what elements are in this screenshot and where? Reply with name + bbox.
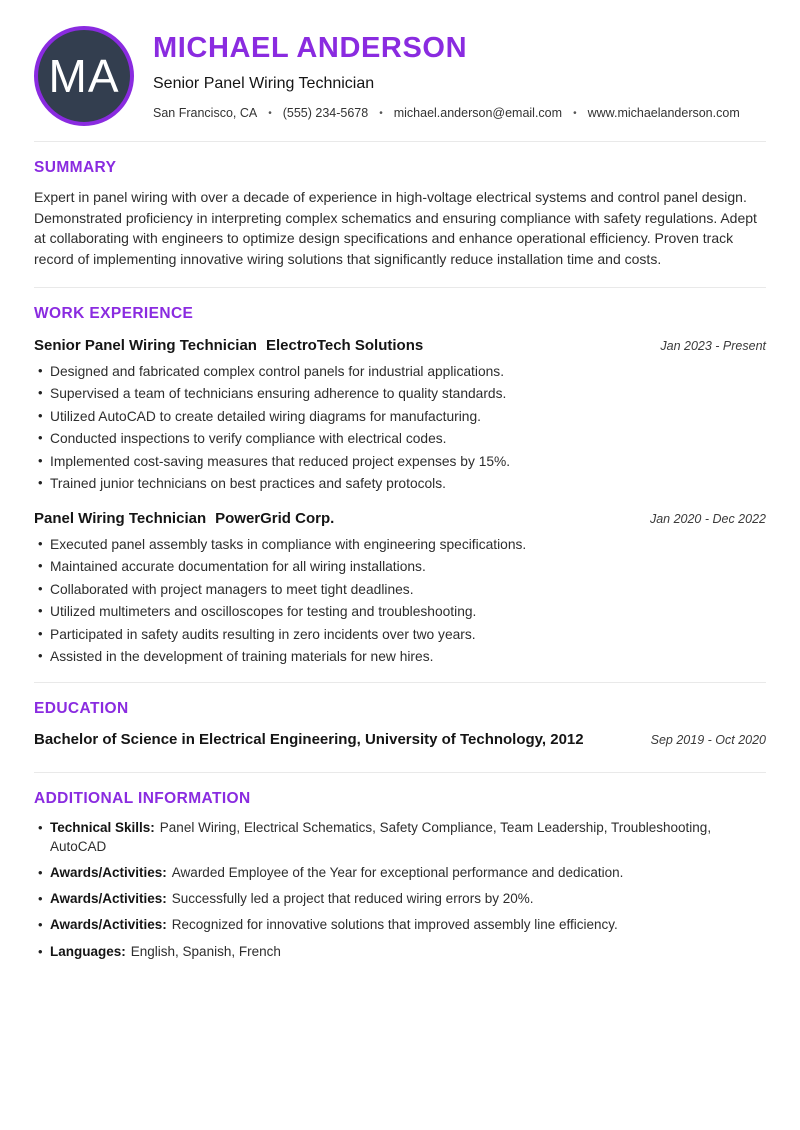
job-bullet-text: Maintained accurate documentation for all wiring installations. bbox=[50, 559, 426, 575]
bullet-dot: • bbox=[38, 407, 43, 423]
job-bullet-text: Utilized multimeters and oscilloscopes for testing and troubleshooting. bbox=[50, 604, 477, 620]
bullet-dot: • bbox=[38, 943, 43, 959]
additional-item-value: Successfully led a project that reduced wiring errors by 20%. bbox=[171, 891, 534, 907]
bullet-dot: • bbox=[38, 917, 43, 933]
contact-item bbox=[153, 106, 257, 120]
job-bullet bbox=[34, 626, 766, 644]
job-bullet-list bbox=[34, 363, 766, 493]
contact-value: San Francisco, CA bbox=[153, 106, 258, 120]
job-dates: Jan 2023 - Present bbox=[660, 338, 766, 353]
job-header bbox=[34, 337, 766, 354]
additional-item-label: Awards/Activities: bbox=[50, 891, 167, 907]
job-bullet bbox=[34, 536, 766, 554]
job-bullet-text: Trained junior technicians on best practices and safety protocols. bbox=[50, 475, 446, 491]
additional-item-label: Technical Skills: bbox=[50, 820, 155, 836]
additional-item bbox=[34, 819, 766, 855]
bullet-dot: • bbox=[38, 474, 43, 490]
resume-header bbox=[34, 0, 766, 141]
job-bullet-list bbox=[34, 536, 766, 666]
job-bullet-text: Supervised a team of technicians ensuring adherence to quality standards. bbox=[50, 386, 507, 402]
bullet-dot: • bbox=[38, 891, 43, 907]
bullet-dot: • bbox=[38, 864, 43, 880]
job-bullet-text: Designed and fabricated complex control panels for industrial applications. bbox=[50, 363, 505, 379]
job-title: Panel Wiring Technician bbox=[34, 509, 207, 527]
job-bullet bbox=[34, 558, 766, 576]
additional-item-value: Recognized for innovative solutions that improved assembly line efficiency. bbox=[171, 917, 618, 933]
additional-item-text bbox=[50, 943, 281, 961]
additional-item-value: English, Spanish, French bbox=[130, 943, 281, 959]
job-bullet bbox=[34, 430, 766, 448]
education-entry bbox=[34, 731, 766, 748]
bullet-dot: • bbox=[38, 385, 43, 401]
contact-value: www.michaelanderson.com bbox=[587, 106, 740, 120]
job-title-line bbox=[34, 337, 423, 354]
additional-item-value: Awarded Employee of the Year for exceptional performance and dedication. bbox=[171, 864, 624, 880]
job-entry bbox=[34, 337, 766, 493]
additional-item bbox=[34, 864, 766, 882]
section-education bbox=[34, 683, 766, 748]
additional-item bbox=[34, 943, 766, 961]
education-list bbox=[34, 731, 766, 748]
additional-item-text bbox=[50, 890, 533, 908]
additional-item-label: Awards/Activities: bbox=[50, 864, 167, 880]
contact-value: michael.anderson@email.com bbox=[393, 106, 563, 120]
education-dates: Sep 2019 - Oct 2020 bbox=[650, 733, 766, 748]
additional-item-text bbox=[50, 819, 766, 855]
contact-item bbox=[562, 106, 740, 120]
summary-text: Expert in panel wiring with over a decade of experience in high-voltage electrical systems and control panel design. Demonstrated proficiency in interpreting complex schematics and ensuring compliance with safety regulations. Adept at collaborating with engineers to optimize design specifications and enhance operational efficiency. Proven track record of implementing innovative wiring solutions that significantly reduce installation time and costs. bbox=[34, 189, 757, 268]
contact-row bbox=[153, 106, 766, 120]
job-entry bbox=[34, 510, 766, 666]
contact-separator-dot: • bbox=[379, 108, 383, 119]
section-work-experience bbox=[34, 288, 766, 683]
bullet-dot: • bbox=[38, 535, 43, 551]
additional-item-text bbox=[50, 916, 618, 934]
job-bullet-text: Executed panel assembly tasks in compliance with engineering specifications. bbox=[50, 536, 527, 552]
contact-item bbox=[368, 106, 562, 120]
job-bullet bbox=[34, 385, 766, 403]
contact-separator-dot: • bbox=[573, 108, 577, 119]
job-bullet bbox=[34, 648, 766, 666]
contact-value: (555) 234-5678 bbox=[282, 106, 369, 120]
degree-text: Bachelor of Science in Electrical Engineering, University of Technology, 2012 bbox=[34, 731, 584, 749]
avatar bbox=[34, 26, 134, 126]
section-summary bbox=[34, 142, 766, 270]
job-bullet bbox=[34, 408, 766, 426]
additional-item-value: Panel Wiring, Electrical Schematics, Safety Compliance, Team Leadership, Troubleshooting, AutoCAD bbox=[50, 820, 712, 854]
header-text bbox=[153, 32, 766, 120]
job-header bbox=[34, 510, 766, 527]
section-additional-information bbox=[34, 773, 766, 960]
job-bullet-text: Assisted in the development of training materials for new hires. bbox=[50, 649, 434, 665]
bullet-dot: • bbox=[38, 362, 43, 378]
job-bullet bbox=[34, 475, 766, 493]
summary-heading: SUMMARY bbox=[34, 159, 117, 176]
contact-separator-dot: • bbox=[268, 108, 272, 119]
job-dates: Jan 2020 - Dec 2022 bbox=[649, 511, 766, 526]
candidate-headline: Senior Panel Wiring Technician bbox=[153, 75, 375, 92]
avatar-initials: MA bbox=[48, 50, 120, 102]
job-title-line bbox=[34, 510, 334, 527]
job-bullet-text: Participated in safety audits resulting in zero incidents over two years. bbox=[50, 626, 476, 642]
job-title: Senior Panel Wiring Technician bbox=[34, 336, 257, 354]
bullet-dot: • bbox=[38, 580, 43, 596]
bullet-dot: • bbox=[38, 430, 43, 446]
additional-item bbox=[34, 916, 766, 934]
bullet-dot: • bbox=[38, 648, 43, 664]
job-bullet bbox=[34, 603, 766, 621]
job-bullet-text: Conducted inspections to verify compliance with electrical codes. bbox=[50, 431, 447, 447]
bullet-dot: • bbox=[38, 452, 43, 468]
job-company: PowerGrid Corp. bbox=[215, 509, 335, 527]
job-bullet-text: Collaborated with project managers to meet tight deadlines. bbox=[50, 581, 414, 597]
additional-item-text bbox=[50, 864, 623, 882]
bullet-dot: • bbox=[38, 603, 43, 619]
candidate-name: MICHAEL ANDERSON bbox=[153, 32, 468, 64]
bullet-dot: • bbox=[38, 820, 43, 836]
job-bullet bbox=[34, 453, 766, 471]
job-bullet-text: Utilized AutoCAD to create detailed wiring diagrams for manufacturing. bbox=[50, 408, 481, 424]
additional-information-heading: ADDITIONAL INFORMATION bbox=[34, 790, 251, 808]
job-bullet bbox=[34, 363, 766, 381]
work-experience-heading: WORK EXPERIENCE bbox=[34, 304, 194, 322]
education-heading: EDUCATION bbox=[34, 700, 129, 718]
bullet-dot: • bbox=[38, 558, 43, 574]
additional-item-list bbox=[34, 819, 766, 960]
contact-item bbox=[257, 106, 368, 120]
additional-item bbox=[34, 890, 766, 908]
additional-item-label: Awards/Activities: bbox=[50, 917, 167, 933]
job-company: ElectroTech Solutions bbox=[265, 336, 424, 354]
additional-item-label: Languages: bbox=[50, 943, 126, 959]
job-bullet-text: Implemented cost-saving measures that reduced project expenses by 15%. bbox=[50, 453, 511, 469]
job-bullet bbox=[34, 581, 766, 599]
bullet-dot: • bbox=[38, 625, 43, 641]
